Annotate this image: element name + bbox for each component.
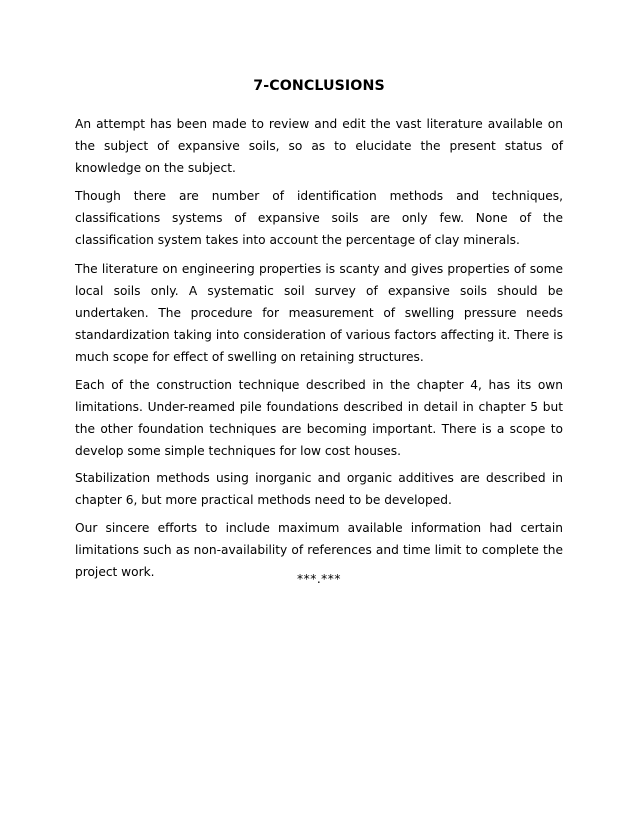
paragraph-engineering-properties: The literature on engineering properties is scanty and gives properties of some local soils only. A systematic soil survey of expansive soils should be undertaken. The procedure for measurement of swelling pressure needs standardization taking into consideration of various factors affecting it. There is much scope for effect of swelling on retaining structures. <box>75 262 563 364</box>
paragraph-construction-techniques: Each of the construction technique described in the chapter 4, has its own limitations. Under-reamed pile foundations described in detail in chapter 5 but the other foundation techniques are becoming important. There is a scope to develop some simple techniques for low cost houses. <box>75 378 563 458</box>
paragraph-identification-methods: Though there are number of identification methods and techniques, classifications systems of expansive soils are only few. None of the classification system takes into account the percentage of clay minerals. <box>75 189 563 247</box>
paragraph-limitations: Our sincere efforts to include maximum available information had certain limitations such as non-availability of references and time limit to complete the project work. <box>75 521 563 579</box>
end-of-section-mark: ***.*** <box>297 572 341 586</box>
page-title: 7-CONCLUSIONS <box>253 78 385 94</box>
paragraph-literature-review: An attempt has been made to review and edit the vast literature available on the subject of expansive soils, so as to elucidate the present status of knowledge on the subject. <box>75 117 563 175</box>
paragraph-stabilization-methods: Stabilization methods using inorganic and organic additives are described in chapter 6, but more practical methods need to be developed. <box>75 471 563 507</box>
